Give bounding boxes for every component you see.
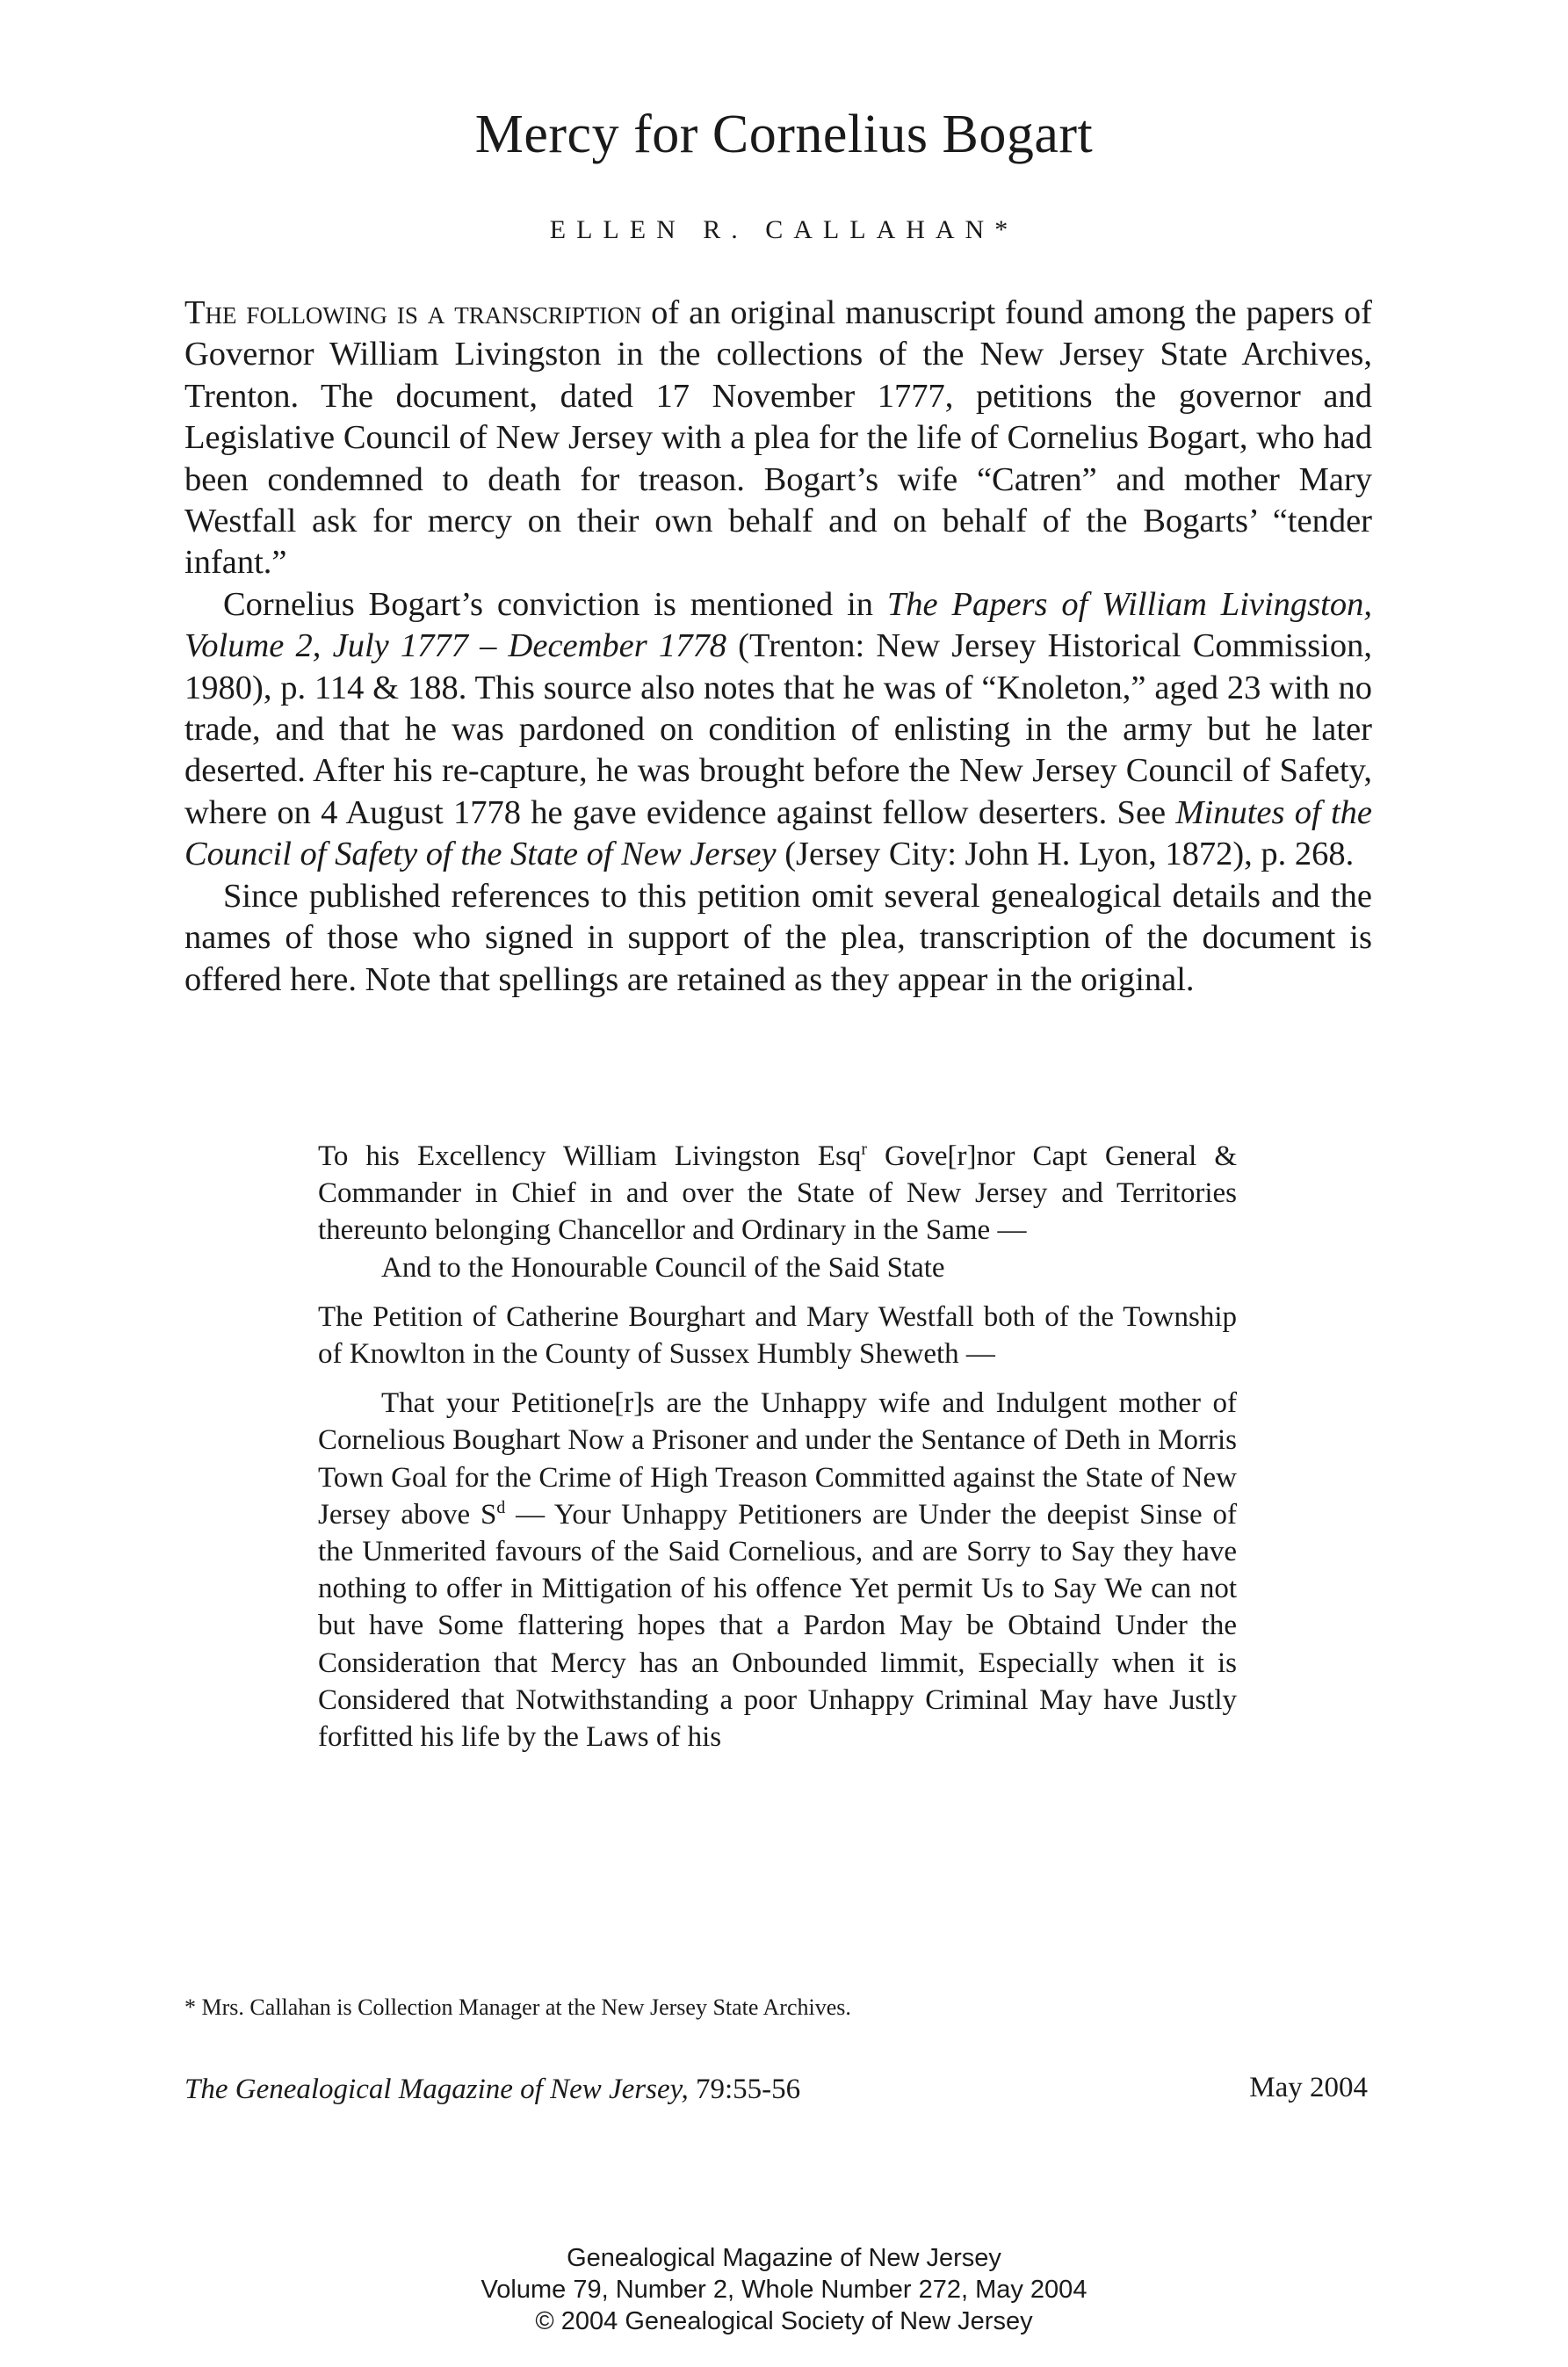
petition-address-superscript: r [861, 1140, 867, 1159]
petition-address-text-a: To his Excellency William Livingston Esq [318, 1140, 862, 1172]
intro-p2-text-a: Cornelius Bogart’s conviction is mentioned in [223, 585, 887, 623]
article-author: ELLEN R. CALLAHAN* [549, 215, 1019, 244]
intro-p1-text: of an original manuscript found among the papers of Governor William Livingston in the collections of the New Jersey State Archives, Trenton. The document, dated 17 November 1777, petitions the governor and Legislative Council of New Jersey with a plea for the life of Cornelius Bogart, who had been condemned to death for treason. Bogart’s wife “Catren” and mother Mary Westfall ask for mercy on their own behalf and on behalf of the Bogarts’ “tender infant.” [184, 294, 1372, 582]
imprint-line-1: Genealogical Magazine of New Jersey [567, 2244, 1001, 2272]
petition-address-text-b: Gove[r]nor Capt General & Commander in Chief in and over the State of New Jersey and Territories thereunto belonging Chancellor and Ordinary in the Same — [318, 1140, 1237, 1247]
petition-council: And to the Honourable Council of the Said State [381, 1251, 945, 1284]
intro-paragraph-3: Since published references to this petition omit several genealogical details and the names of those who signed in support of the plea, transcription of the document is offered here. Note that spellings are retained as they appear in the original. [184, 877, 1372, 998]
imprint [0, 2242, 1568, 2337]
petition-body-text-b: — Your Unhappy Petitioners are Under the deepist Sinse of the Unmerited favours of the Said Cornelious, and are Sorry to Say they have nothing to offer in Mittigation of his offence Yet permit Us to Say We can not but have Some flattering hopes that a Pardon May be Obtaind Under the Consideration that Mercy has an Onbounded limmit, Especially when it is Considered that Notwithstanding a poor Unhappy Criminal May have Justly forfitted his life by the Laws of his [318, 1498, 1237, 1754]
petition-body-superscript: d [496, 1497, 506, 1517]
intro-paragraph-1 [184, 293, 1372, 584]
article-title: Mercy for Cornelius Bogart [474, 105, 1094, 164]
journal-citation [184, 2074, 800, 2106]
petition-address [318, 1138, 1237, 1249]
petition-body-text-a: That your Petitione[r]s are the Unhappy wife and Indulgent mother of Cornelious Boughart Now a Prisoner and under the Sentance of Deth in Morris Town Goal for the Crime of High Treason Committed against the State of New Jersey above S [318, 1387, 1237, 1531]
journal-name: The Genealogical Magazine of New Jersey, [184, 2074, 689, 2105]
intro-p2-text-b: (Trenton: New Jersey Historical Commission, 1980), p. 114 & 188. This source also notes that he was of “Knoleton,” aged 23 with no trade, and that he was pardoned on condition of enlisting in the army but he later deserted. After his re-capture, he was brought before the New Jersey Council of Safety, where on 4 August 1778 he gave evidence against fellow deserters. See [184, 627, 1372, 831]
petition-body [318, 1385, 1237, 1755]
introduction [184, 293, 1372, 1001]
intro-p2-title-1: The Papers of William Livingston, Volume 2, July 1777 – December 1778 [184, 585, 1372, 665]
imprint-line-2: Volume 79, Number 2, Whole Number 272, May 2004 [481, 2276, 1087, 2304]
intro-p2-text-c: (Jersey City: John H. Lyon, 1872), p. 268. [776, 836, 1355, 873]
petition-transcription [318, 1138, 1237, 1755]
issue-date: May 2004 [1249, 2072, 1368, 2103]
imprint-line-3: © 2004 Genealogical Society of New Jersey [535, 2307, 1033, 2335]
petition-petitioners: The Petition of Catherine Bourghart and Mary Westfall both of the Township of Knowlton in the County of Sussex Humbly Sheweth — [318, 1300, 1237, 1371]
intro-lead-in: The following is a transcription [184, 294, 642, 331]
author-footnote: * Mrs. Callahan is Collection Manager at the New Jersey State Archives. [184, 1994, 851, 2020]
intro-paragraph-2 [184, 584, 1372, 876]
intro-p2-title-2: Minutes of the Council of Safety of the State of New Jersey [184, 793, 1372, 873]
journal-pages: 79:55-56 [688, 2074, 801, 2105]
